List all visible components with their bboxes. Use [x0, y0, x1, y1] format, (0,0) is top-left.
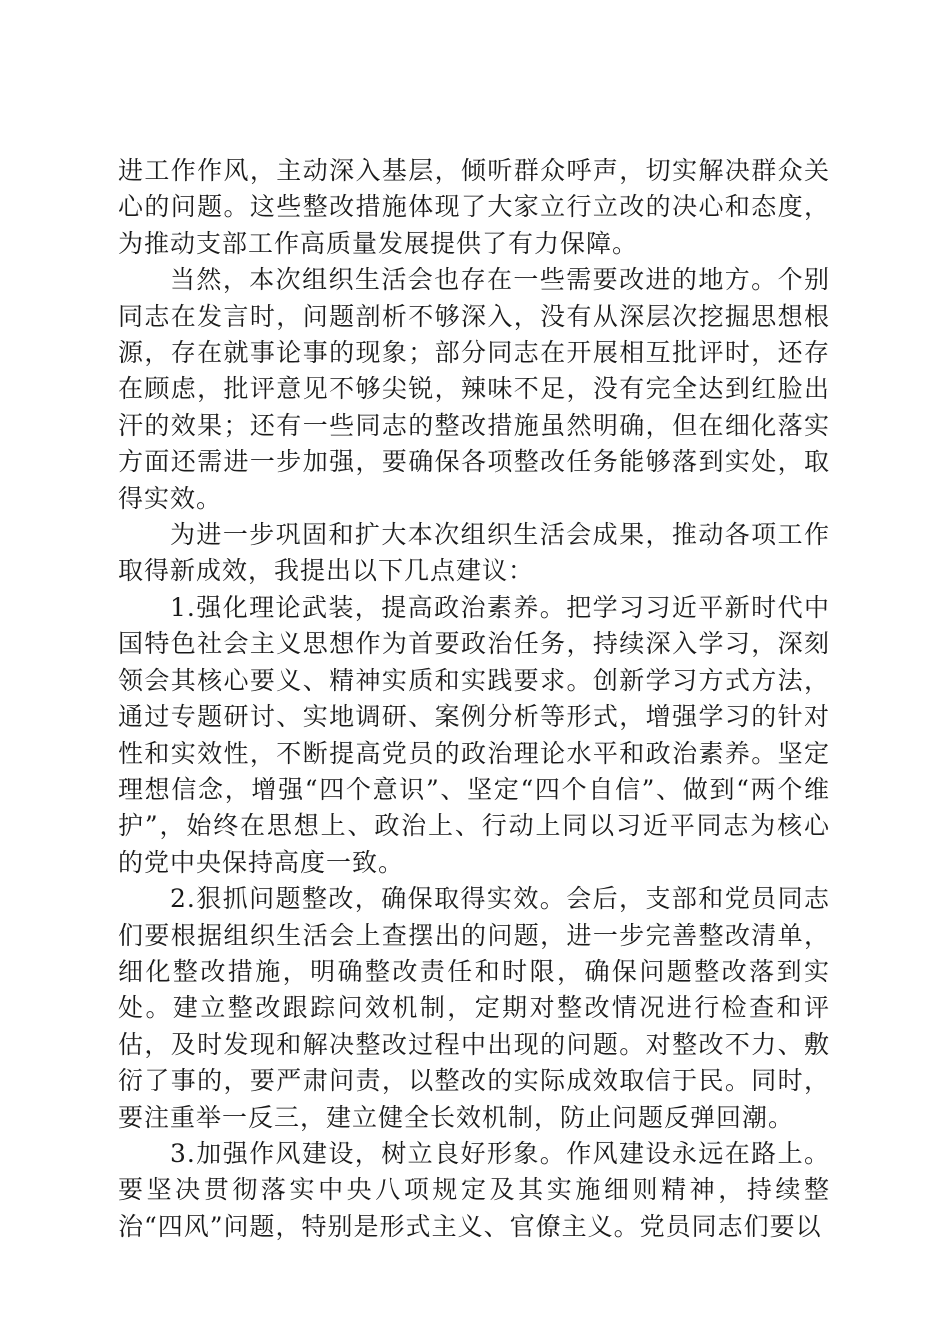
document-body — [118, 153, 830, 1245]
paragraph-suggestion-2: 2.狠抓问题整改，确保取得实效。会后，支部和党员同志们要根据组织生活会上查摆出的问题，进一步完善整改清单，细化整改措施，明确整改责任和时限，确保问题整改落到实处。建立整改跟踪问效机制，定期对整改情况进行检查和评估，及时发现和解决整改过程中出现的问题。对整改不力、敷衍了事的，要严肃问责，以整改的实际成效取信于民。同时，要注重举一反三，建立健全长效机制，防止问题反弹回潮。 — [118, 884, 830, 1132]
paragraph-shortcomings: 当然，本次组织生活会也存在一些需要改进的地方。个别同志在发言时，问题剖析不够深入，没有从深层次挖掘思想根源，存在就事论事的现象；部分同志在开展相互批评时，还存在顾虑，批评意见不够尖锐，辣味不足，没有完全达到红脸出汗的效果；还有一些同志的整改措施虽然明确，但在细化落实方面还需进一步加强，要确保各项整改任务能够落到实处，取得实效。 — [118, 265, 830, 513]
paragraph-suggestion-3: 3.加强作风建设，树立良好形象。作风建设永远在路上。要坚决贯彻落实中央八项规定及其实施细则精神，持续整治“四风”问题，特别是形式主义、官僚主义。党员同志们要以 — [118, 1138, 830, 1241]
paragraph-suggestion-1: 1.强化理论武装，提高政治素养。把学习习近平新时代中国特色社会主义思想作为首要政治任务，持续深入学习，深刻领会其核心要义、精神实质和实践要求。创新学习方式方法，通过专题研讨、实地调研、案例分析等形式，增强学习的针对性和实效性，不断提高党员的政治理论水平和政治素养。坚定理想信念，增强“四个意识”、坚定“四个自信”、做到“两个维护”，始终在思想上、政治上、行动上同以习近平同志为核心的党中央保持高度一致。 — [118, 592, 830, 877]
paragraph-continuation: 进工作作风，主动深入基层，倾听群众呼声，切实解决群众关心的问题。这些整改措施体现了大家立行立改的决心和态度，为推动支部工作高质量发展提供了有力保障。 — [118, 156, 830, 258]
paragraph-suggestions-intro: 为进一步巩固和扩大本次组织生活会成果，推动各项工作取得新成效，我提出以下几点建议： — [118, 520, 830, 586]
